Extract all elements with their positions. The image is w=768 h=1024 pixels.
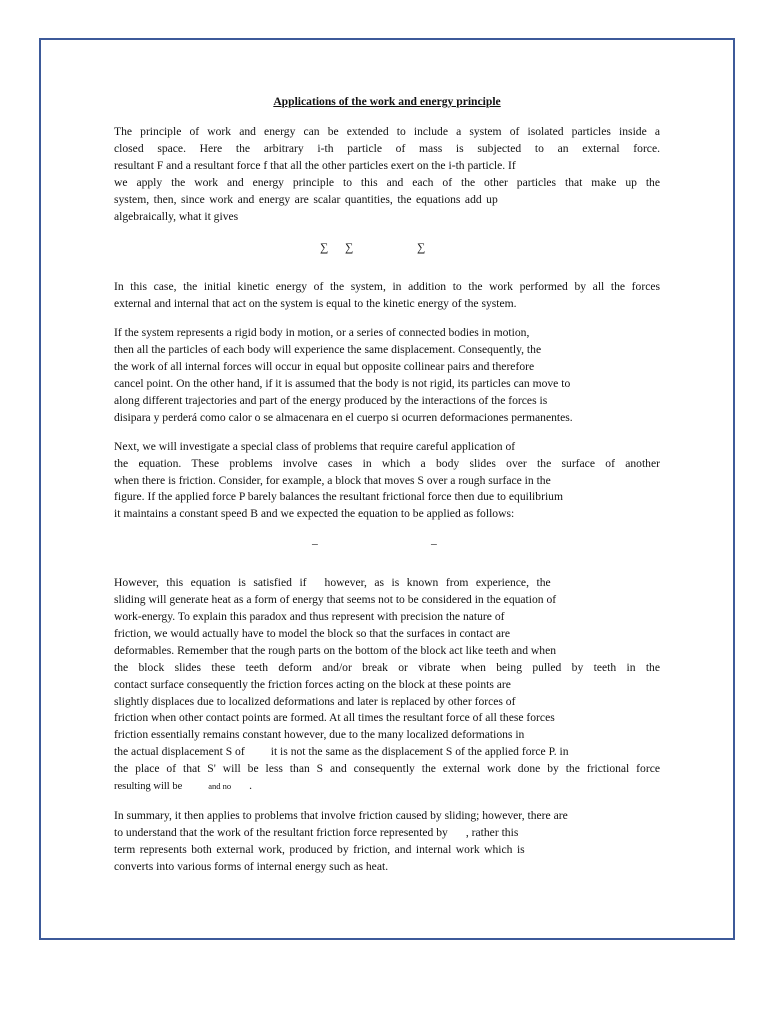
text-segment: however, as is known from experience, the — [324, 576, 551, 590]
text-line: the work of all internal forces will occur in equal but opposite collinear pairs and therefore — [114, 360, 535, 374]
document-body — [114, 94, 660, 884]
text-line: external and internal that act on the system is equal to the kinetic energy of the system. — [114, 297, 517, 311]
text-line: closed space. Here the arbitrary i-th particle of mass is subjected to an external force. — [114, 141, 660, 155]
text-segment: . — [249, 779, 253, 793]
text-line: deformables. Remember that the rough parts on the bottom of the block act like teeth and when — [114, 643, 557, 657]
text-line: Next, we will investigate a special class of problems that require careful application of — [114, 439, 516, 453]
text-segment: , rather this — [465, 825, 519, 839]
dash-symbol: – — [431, 537, 437, 551]
text-line: If the system represents a rigid body in motion, or a series of connected bodies in motion, — [114, 326, 530, 340]
text-segment: to understand that the work of the resultant friction force represented by — [114, 825, 448, 839]
text-line: it maintains a constant speed B and we expected the equation to be applied as follows: — [114, 507, 515, 521]
text-line: figure. If the applied force P barely balances the resultant frictional force then due to equilibrium — [114, 490, 563, 504]
text-line: term represents both external work, produced by friction, and internal work which is — [114, 842, 525, 856]
text-segment: it is not the same as the displacement S of the applied force P. in — [270, 745, 569, 759]
text-line: when there is friction. Consider, for example, a block that moves S over a rough surface in the — [114, 473, 551, 487]
text-line: friction essentially remains constant however, due to the many localized deformations in — [114, 728, 525, 742]
text-line: system, then, since work and energy are scalar quantities, the equations add up — [114, 192, 498, 206]
text-segment: However, this equation is satisfied if — [114, 576, 307, 590]
sum-symbol: ∑ — [320, 241, 329, 255]
text-line: The principle of work and energy can be extended to include a system of isolated particles inside a — [114, 125, 660, 138]
text-line: we apply the work and energy principle to this and each of the other particles that make up the — [114, 175, 660, 189]
text-segment: the actual displacement S of — [114, 745, 245, 759]
text-line: cancel point. On the other hand, if it is assumed that the body is not rigid, its particles can move to — [114, 376, 571, 390]
text-line: then all the particles of each body will experience the same displacement. Consequently, the — [114, 343, 542, 357]
paragraph-5 — [114, 575, 660, 796]
text-line: In this case, the initial kinetic energy of the system, in addition to the work performed by all the forces — [114, 280, 660, 294]
text-line: In summary, it then applies to problems that involve friction caused by sliding; however, there are — [114, 809, 568, 822]
text-line — [114, 778, 660, 796]
sum-symbol: ∑ — [345, 241, 354, 255]
equation-2 — [114, 533, 660, 563]
text-line — [114, 825, 660, 842]
paragraph-6 — [114, 808, 660, 876]
text-line: work-energy. To explain this paradox and thus represent with precision the nature of — [114, 610, 505, 624]
text-line: friction, we would actually have to model the block so that the surfaces in contact are — [114, 626, 510, 640]
text-line: algebraically, what it gives — [114, 209, 239, 223]
text-line: slightly displaces due to localized deformations and later is replaced by other forces of — [114, 694, 516, 708]
text-line: the place of that S' will be less than S and consequently the external work done by the frictional force — [114, 762, 660, 776]
text-line — [114, 744, 660, 761]
text-line — [114, 575, 660, 592]
text-line: resultant F and a resultant force f that all the other particles exert on the i-th particle. If — [114, 158, 516, 172]
text-segment: and no — [208, 781, 232, 792]
document-title: Applications of the work and energy principle — [273, 95, 501, 108]
paragraph-4 — [114, 439, 660, 524]
text-line: converts into various forms of internal energy such as heat. — [114, 859, 389, 873]
paragraph-3 — [114, 325, 660, 426]
text-line: disipara y perderá como calor o se almacenara en el cuerpo si ocurren deformaciones permanentes. — [114, 410, 573, 424]
text-line: along different trajectories and part of the energy produced by the interactions of the forces is — [114, 393, 548, 407]
paragraph-1 — [114, 124, 660, 225]
text-line: the equation. These problems involve cases in which a body slides over the surface of another — [114, 456, 660, 470]
text-line: the block slides these teeth deform and/or break or vibrate when being pulled by teeth in the — [114, 660, 660, 674]
text-line: contact surface consequently the friction forces acting on the block at these points are — [114, 677, 511, 691]
text-line: friction when other contact points are formed. At all times the resultant force of all these forces — [114, 711, 555, 725]
sum-symbol: ∑ — [417, 241, 426, 255]
paragraph-2 — [114, 279, 660, 313]
dash-symbol: – — [312, 537, 318, 551]
equation-1 — [114, 237, 660, 265]
text-line: sliding will generate heat as a form of energy that seems not to be considered in the equation of — [114, 593, 557, 607]
text-segment: resulting will be — [114, 781, 183, 793]
